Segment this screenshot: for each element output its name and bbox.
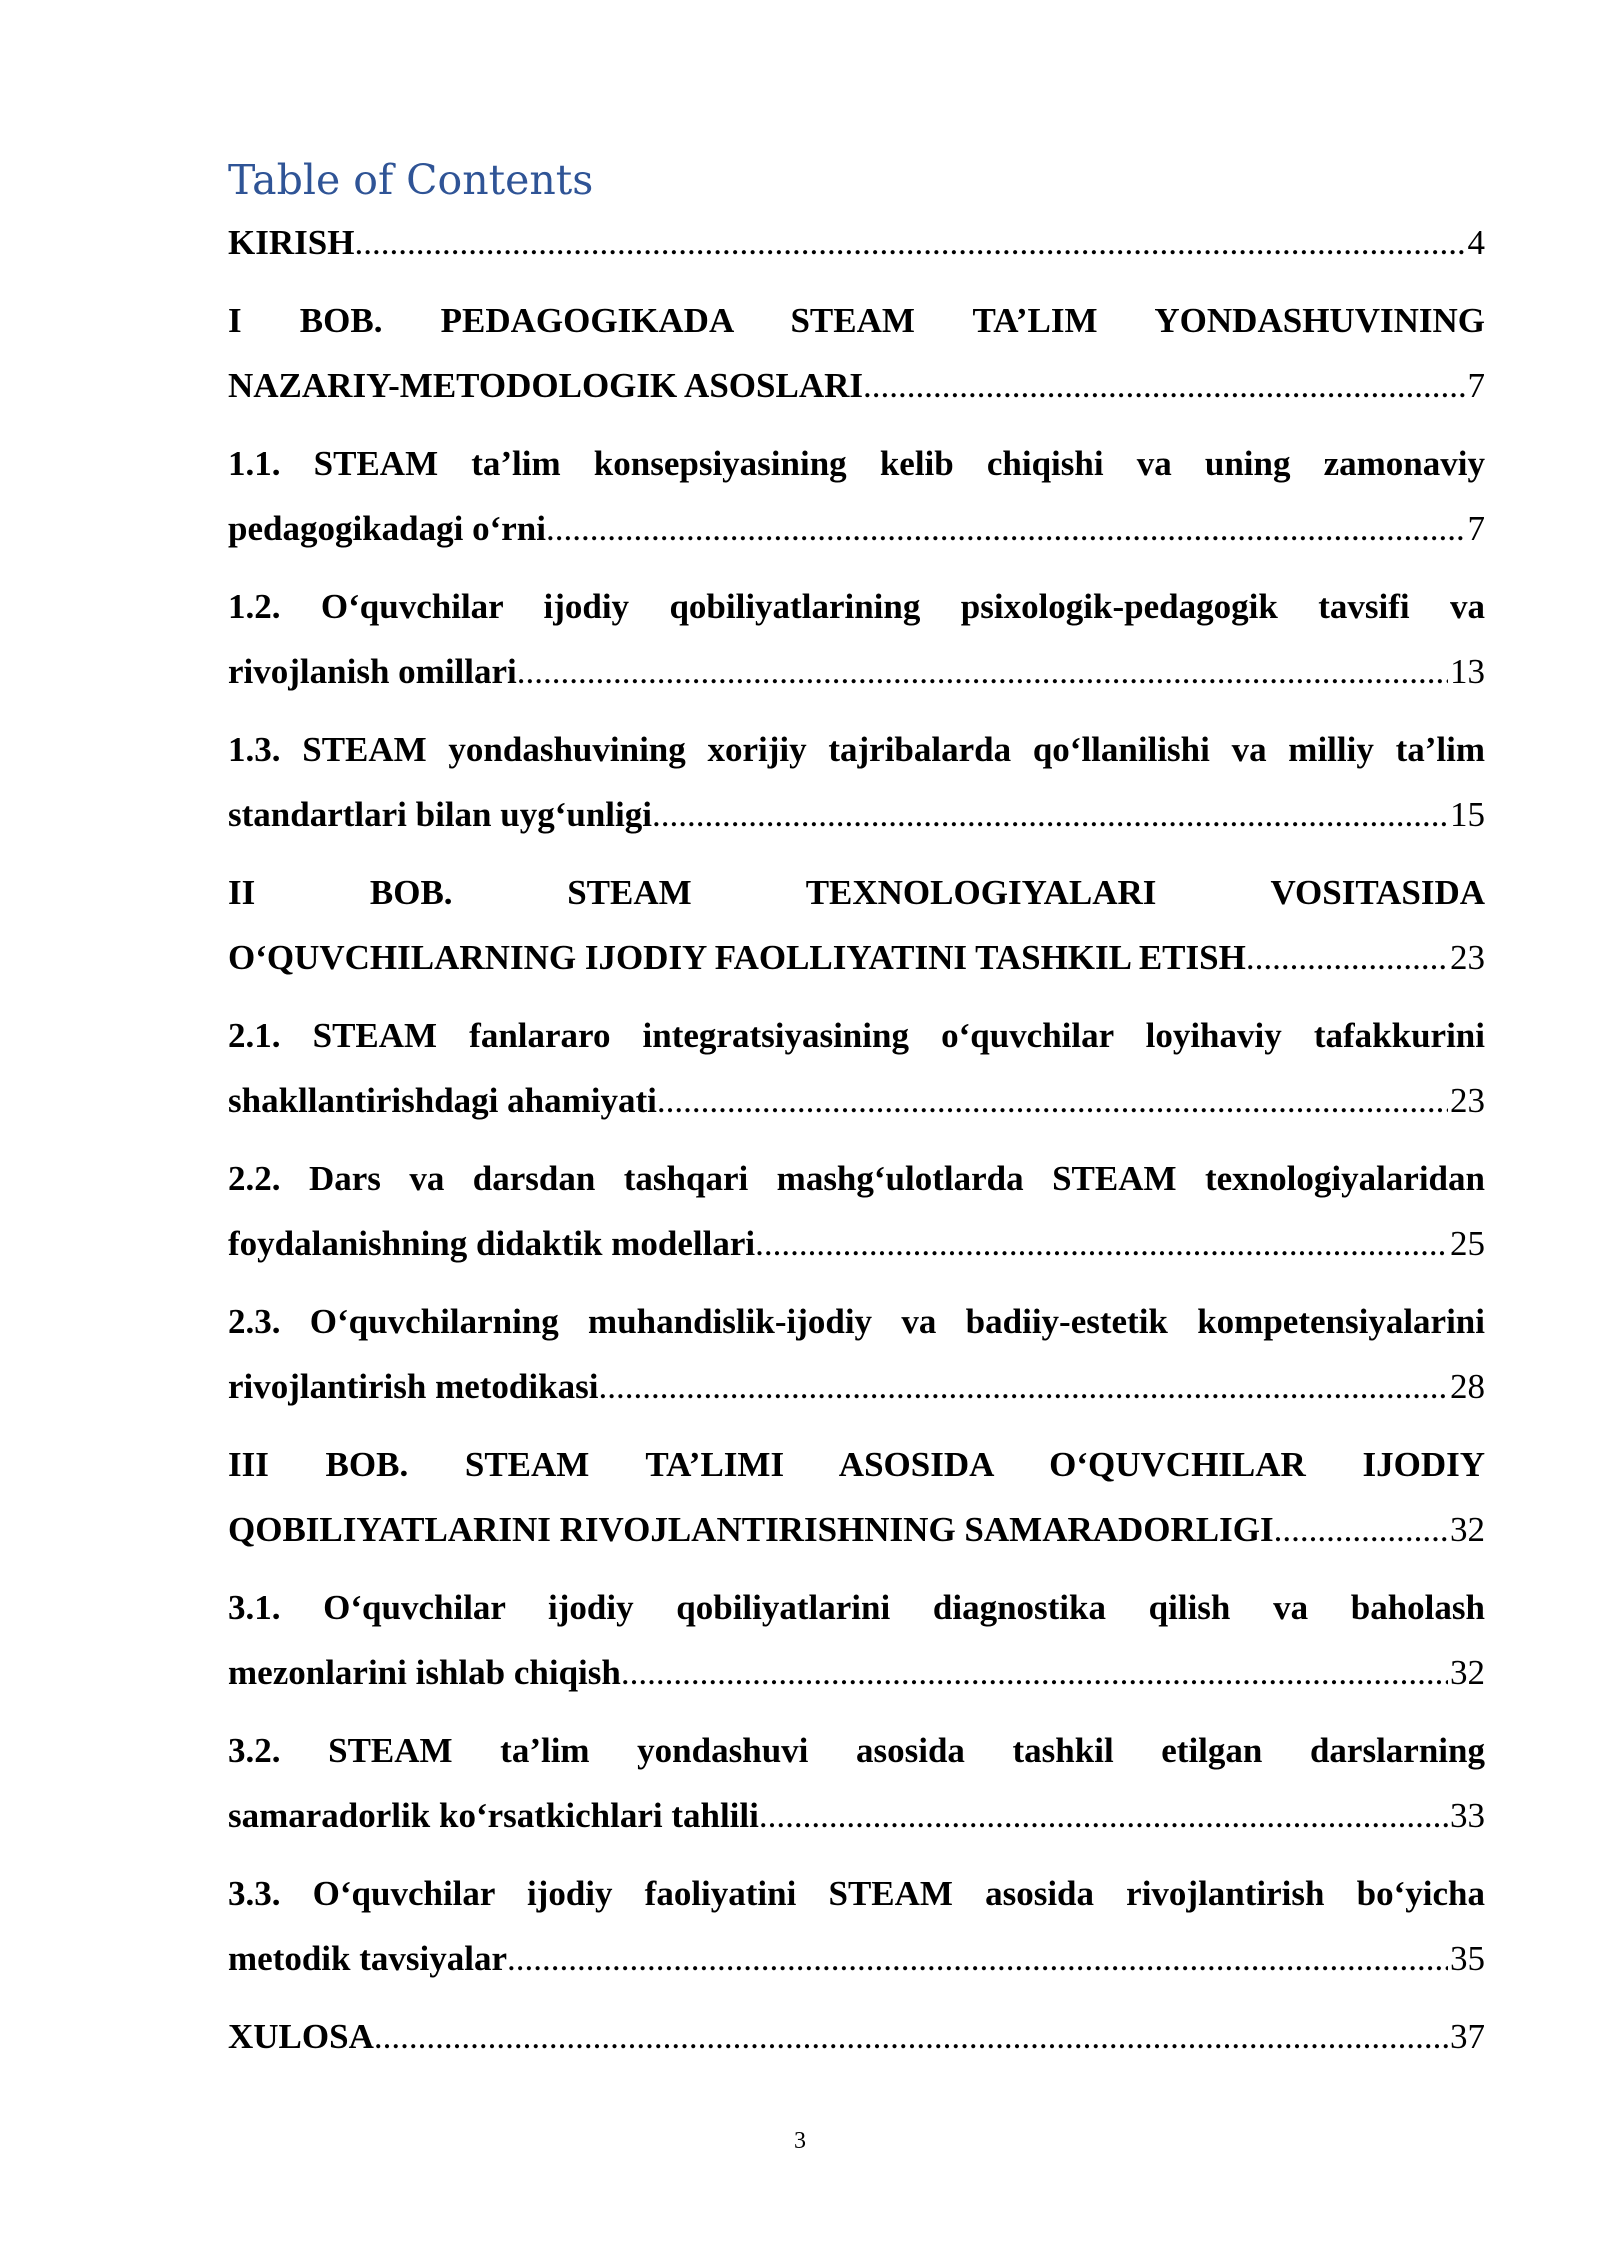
toc-entry-title: samaradorlik ko‘rsatkichlari tahlili bbox=[228, 1796, 759, 1835]
toc-entry-section-3-3[interactable] bbox=[228, 1861, 1485, 1991]
toc-entry-title: standartlari bilan uyg‘unligi bbox=[228, 795, 652, 834]
toc-entry-chapter-3[interactable] bbox=[228, 1432, 1485, 1562]
toc-entry-first-line: 3.1. O‘quvchilar ijodiy qobiliyatlarini diagnostika qilish va baholash bbox=[228, 1588, 1485, 1627]
dot-leader bbox=[652, 782, 1448, 847]
toc-entry-title: QOBILIYATLARINI RIVOJLANTIRISHNING SAMARADORLIGI bbox=[228, 1510, 1274, 1549]
toc-entry-title: KIRISH bbox=[228, 223, 355, 262]
toc-entry-title: NAZARIY-METODOLOGIK ASOSLARI bbox=[228, 366, 864, 405]
toc-entry-title: O‘QUVCHILARNING IJODIY FAOLLIYATINI TASHKIL ETISH bbox=[228, 938, 1246, 977]
toc-entry-section-3-2[interactable] bbox=[228, 1718, 1485, 1848]
dot-leader bbox=[354, 210, 1465, 275]
dot-leader bbox=[621, 1640, 1448, 1705]
toc-entry-first-line: 3.3. O‘quvchilar ijodiy faoliyatini STEAM asosida rivojlantirish bo‘yicha bbox=[228, 1874, 1485, 1913]
toc-page-number: 13 bbox=[1450, 652, 1485, 691]
toc-entry-line bbox=[228, 2004, 1485, 2069]
toc-page-number: 32 bbox=[1450, 1510, 1485, 1549]
toc-entry-chapter-1[interactable] bbox=[228, 288, 1485, 418]
toc-entry-section-1-2[interactable] bbox=[228, 574, 1485, 704]
toc-entry-line bbox=[228, 639, 1485, 704]
toc-page-number: 15 bbox=[1450, 795, 1485, 834]
toc-page-number: 32 bbox=[1450, 1653, 1485, 1692]
toc-entry-chapter-2[interactable] bbox=[228, 860, 1485, 990]
dot-leader bbox=[546, 496, 1466, 561]
toc-entry-title: XULOSA bbox=[228, 2017, 374, 2056]
toc-page-number: 4 bbox=[1467, 223, 1485, 262]
toc-entry-section-1-3[interactable] bbox=[228, 717, 1485, 847]
toc-entry-title: rivojlanish omillari bbox=[228, 652, 517, 691]
toc-page-number: 23 bbox=[1450, 1081, 1485, 1120]
toc-entry-conclusion[interactable] bbox=[228, 2004, 1485, 2069]
toc-entry-line bbox=[228, 210, 1485, 275]
toc-entry-first-line: 2.2. Dars va darsdan tashqari mashg‘ulotlarda STEAM texnologiyalaridan bbox=[228, 1159, 1485, 1198]
toc-entry-line bbox=[228, 1640, 1485, 1705]
dot-leader bbox=[598, 1354, 1448, 1419]
toc-page-number: 7 bbox=[1467, 366, 1485, 405]
toc-title: Table of Contents bbox=[228, 156, 594, 204]
toc-entry-first-line: I BOB. PEDAGOGIKADA STEAM TA’LIM YONDASHUVINING bbox=[228, 301, 1485, 340]
toc-entry-first-line: 2.3. O‘quvchilarning muhandislik-ijodiy va badiiy-estetik kompetensiyalarini bbox=[228, 1302, 1485, 1341]
toc-entry-section-2-3[interactable] bbox=[228, 1289, 1485, 1419]
toc-entry-first-line: 2.1. STEAM fanlararo integratsiyasining o‘quvchilar loyihaviy tafakkurini bbox=[228, 1016, 1485, 1055]
toc-entry-line bbox=[228, 1497, 1485, 1562]
dot-leader bbox=[507, 1926, 1448, 1991]
toc-entry-section-3-1[interactable] bbox=[228, 1575, 1485, 1705]
toc-entry-section-1-1[interactable] bbox=[228, 431, 1485, 561]
dot-leader bbox=[863, 353, 1465, 418]
table-of-contents bbox=[228, 210, 1485, 2069]
toc-entry-first-line: III BOB. STEAM TA’LIMI ASOSIDA O‘QUVCHILAR IJODIY bbox=[228, 1445, 1485, 1484]
toc-entry-first-line: 3.2. STEAM ta’lim yondashuvi asosida tashkil etilgan darslarning bbox=[228, 1731, 1485, 1770]
toc-entry-line bbox=[228, 1354, 1485, 1419]
toc-entry-title: shakllantirishdagi ahamiyati bbox=[228, 1081, 657, 1120]
toc-entry-line bbox=[228, 1926, 1485, 1991]
dot-leader bbox=[517, 639, 1448, 704]
dot-leader bbox=[1274, 1497, 1448, 1562]
toc-entry-first-line: II BOB. STEAM TEXNOLOGIYALARI VOSITASIDA bbox=[228, 873, 1485, 912]
dot-leader bbox=[1246, 925, 1448, 990]
toc-page-number: 23 bbox=[1450, 938, 1485, 977]
toc-entry-title: foydalanishning didaktik modellari bbox=[228, 1224, 756, 1263]
dot-leader bbox=[657, 1068, 1448, 1133]
toc-entry-section-2-1[interactable] bbox=[228, 1003, 1485, 1133]
toc-page-number: 28 bbox=[1450, 1367, 1485, 1406]
toc-entry-title: rivojlantirish metodikasi bbox=[228, 1367, 599, 1406]
dot-leader bbox=[759, 1783, 1448, 1848]
toc-entry-first-line: 1.2. O‘quvchilar ijodiy qobiliyatlarining psixologik-pedagogik tavsifi va bbox=[228, 587, 1485, 626]
toc-entry-line bbox=[228, 782, 1485, 847]
toc-entry-line bbox=[228, 496, 1485, 561]
toc-entry-introduction[interactable] bbox=[228, 210, 1485, 275]
toc-entry-first-line: 1.3. STEAM yondashuvining xorijiy tajribalarda qo‘llanilishi va milliy ta’lim bbox=[228, 730, 1485, 769]
toc-entry-line bbox=[228, 1068, 1485, 1133]
toc-page-number: 37 bbox=[1450, 2017, 1485, 2056]
page-number: 3 bbox=[794, 2128, 806, 2154]
toc-entry-first-line: 1.1. STEAM ta’lim konsepsiyasining kelib chiqishi va uning zamonaviy bbox=[228, 444, 1485, 483]
toc-entry-section-2-2[interactable] bbox=[228, 1146, 1485, 1276]
toc-page-number: 7 bbox=[1467, 509, 1485, 548]
toc-page-number: 35 bbox=[1450, 1939, 1485, 1978]
dot-leader bbox=[374, 2004, 1448, 2069]
toc-entry-title: metodik tavsiyalar bbox=[228, 1939, 508, 1978]
toc-entry-line bbox=[228, 925, 1485, 990]
toc-entry-title: mezonlarini ishlab chiqish bbox=[228, 1653, 621, 1692]
toc-entry-line bbox=[228, 1211, 1485, 1276]
toc-entry-line bbox=[228, 353, 1485, 418]
toc-page-number: 25 bbox=[1450, 1224, 1485, 1263]
toc-page-number: 33 bbox=[1450, 1796, 1485, 1835]
dot-leader bbox=[755, 1211, 1448, 1276]
toc-entry-title: pedagogikadagi o‘rni bbox=[228, 509, 546, 548]
toc-entry-line bbox=[228, 1783, 1485, 1848]
